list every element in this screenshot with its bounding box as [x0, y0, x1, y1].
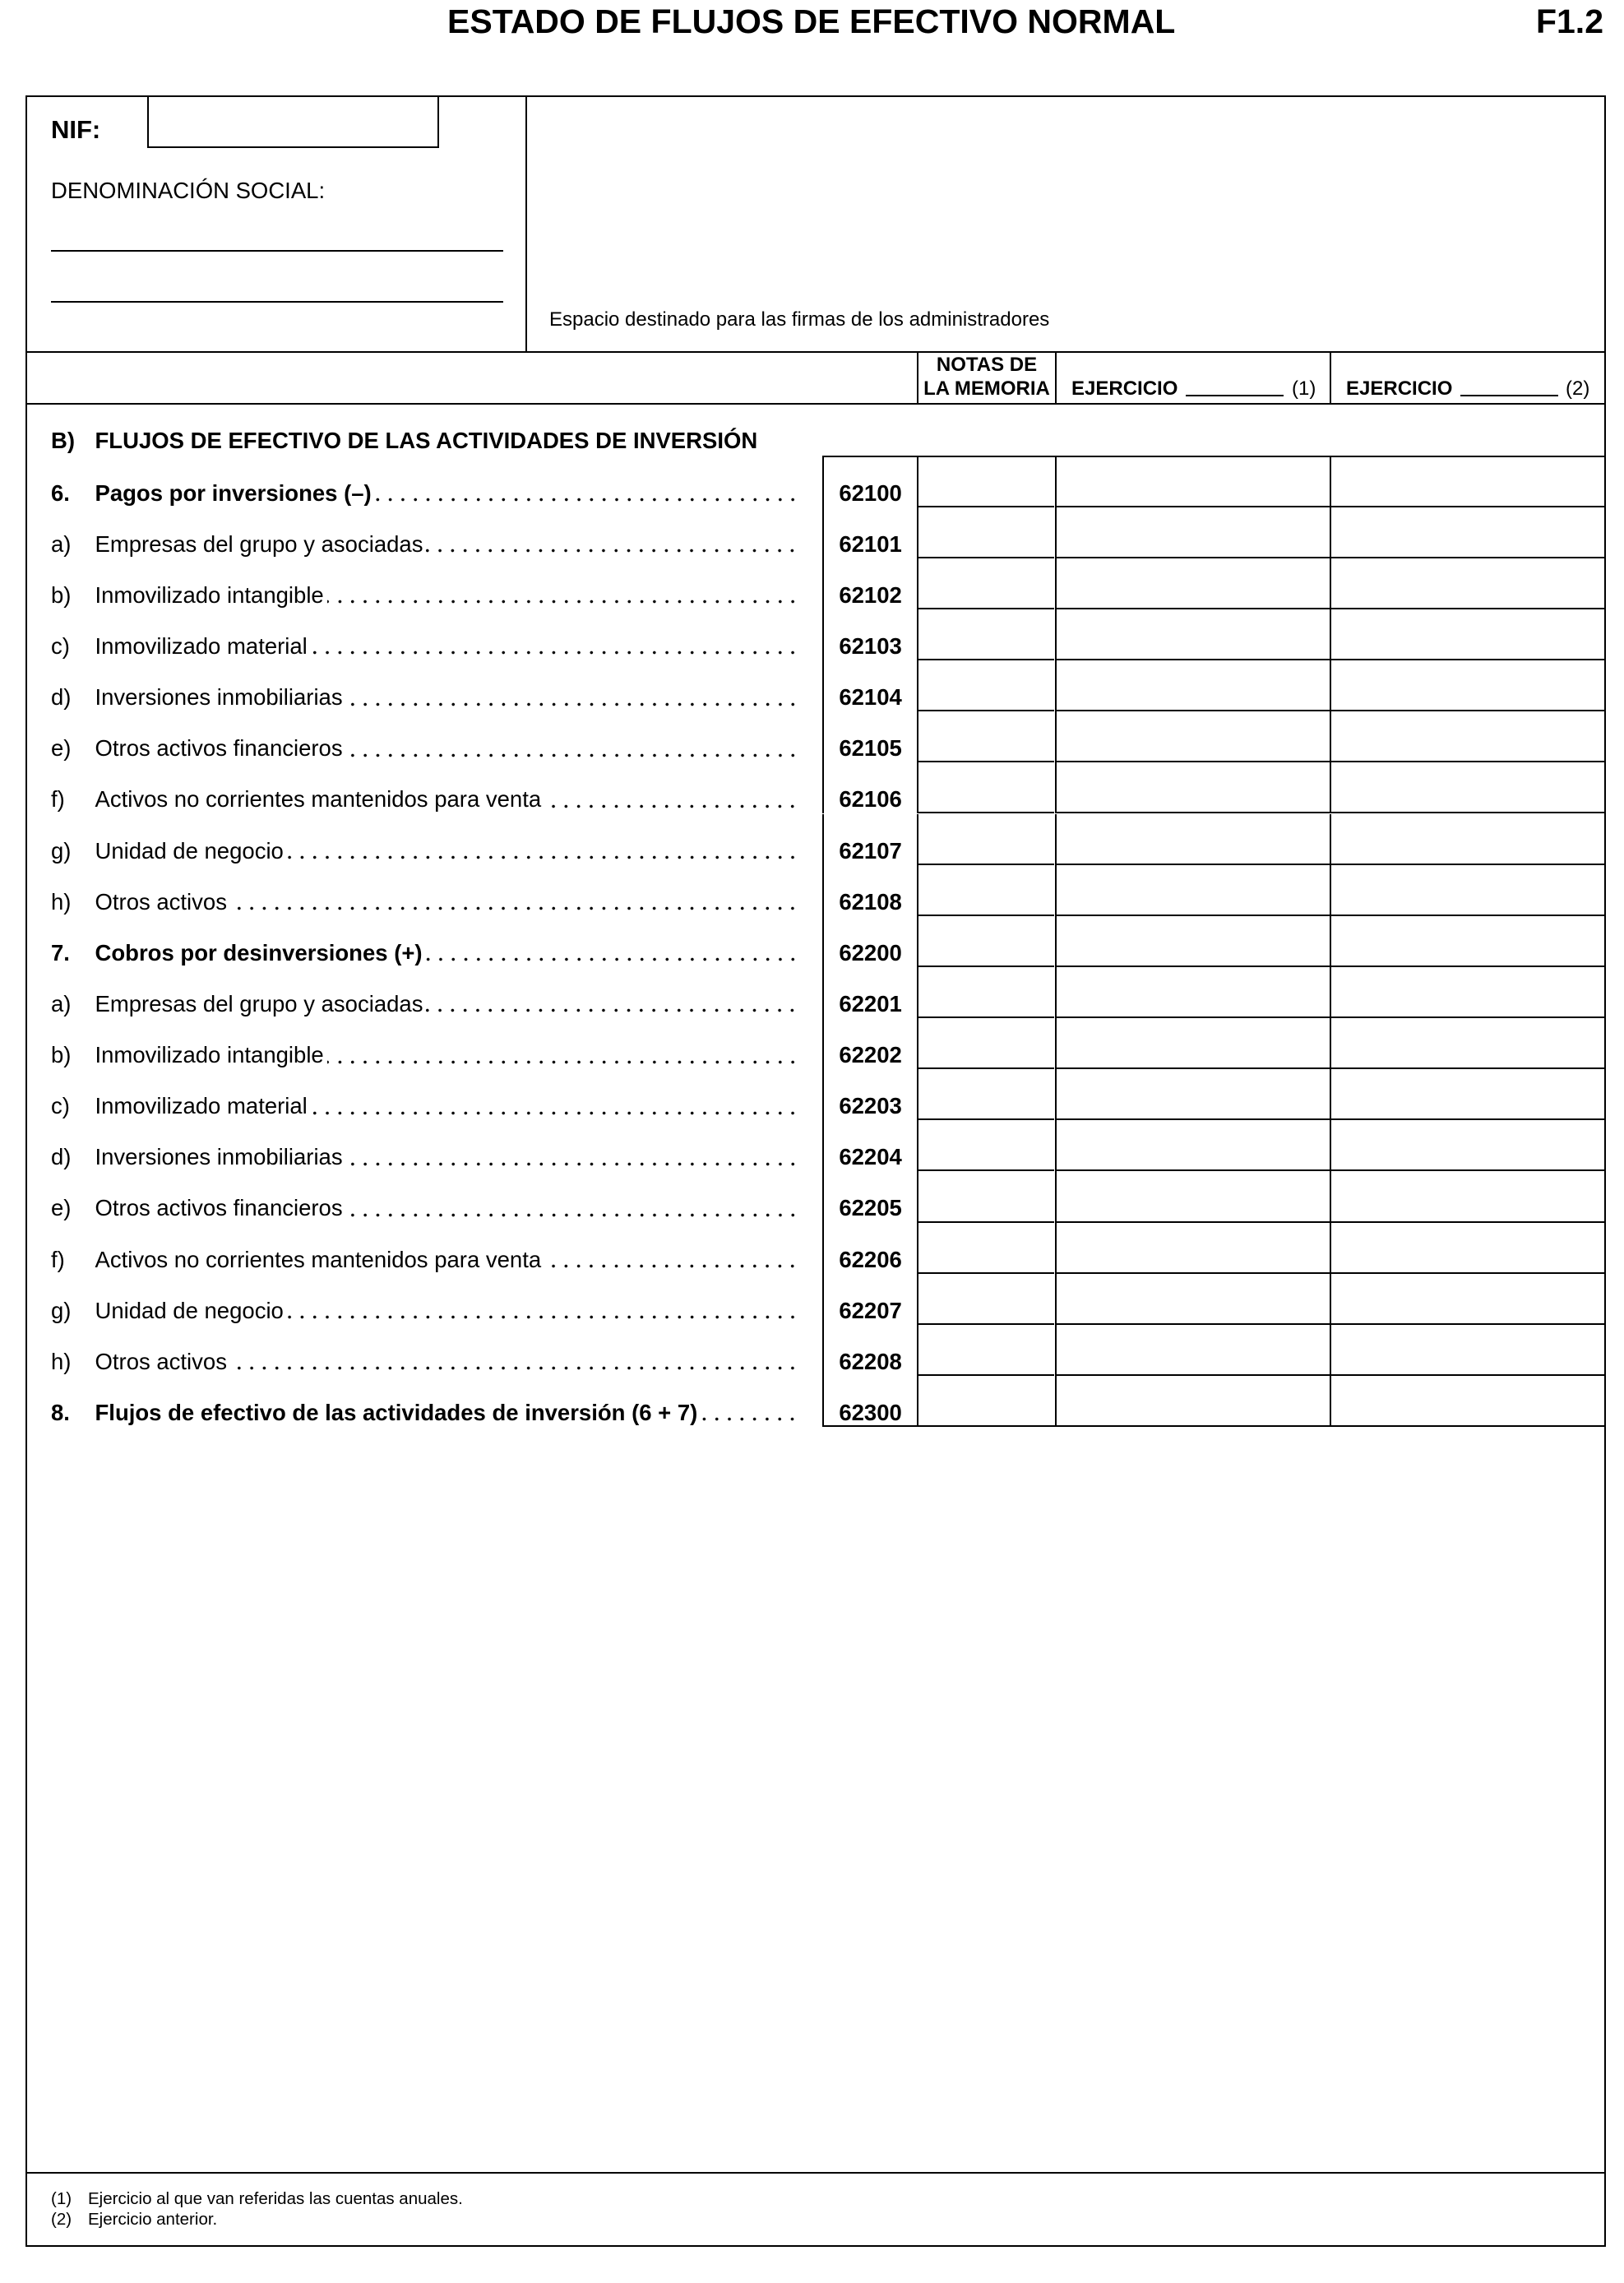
ejercicio-2-cell[interactable] [1330, 1376, 1605, 1427]
table-row [0, 1018, 1624, 1069]
notas-memoria-cell[interactable] [917, 1120, 1054, 1171]
row-label [95, 686, 802, 709]
dot-leader [346, 686, 802, 709]
ejercicio-1-cell[interactable] [1055, 507, 1330, 558]
row-code: 62203 [822, 1069, 918, 1120]
notas-memoria-cell[interactable] [917, 1069, 1054, 1120]
row-number: g) [51, 837, 72, 864]
notas-memoria-cell[interactable] [917, 660, 1054, 711]
section-title: FLUJOS DE EFECTIVO DE LAS ACTIVIDADES DE INVERSIÓN [95, 427, 758, 453]
table-row [0, 916, 1624, 967]
notas-memoria-cell[interactable] [917, 814, 1054, 865]
ejercicio-1-cell[interactable] [1055, 1018, 1330, 1069]
row-label [95, 737, 802, 760]
row-code: 62105 [822, 711, 918, 762]
ejercicio-1-cell[interactable] [1055, 1376, 1330, 1427]
ejercicio-2-cell[interactable] [1330, 1274, 1605, 1325]
ejercicio-2-cell[interactable] [1330, 762, 1605, 813]
notas-memoria-cell[interactable] [917, 507, 1054, 558]
row-number: b) [51, 1042, 72, 1068]
row-number: a) [51, 530, 72, 557]
ejercicio-2-cell[interactable] [1330, 1018, 1605, 1069]
dot-leader [346, 1197, 802, 1220]
row-label [95, 632, 802, 659]
row-label-text: Flujos de efectivo de las actividades de inversión (6 + 7) [95, 1399, 698, 1425]
row-label-text: Inmovilizado material [95, 632, 308, 659]
footnote-number: (2) [51, 2210, 72, 2230]
ejercicio-2-cell[interactable] [1330, 865, 1605, 916]
ejercicio-1-year-field[interactable] [1186, 375, 1284, 396]
row-label [95, 1095, 802, 1118]
row-code: 62104 [822, 660, 918, 711]
row-label-text: Unidad de negocio [95, 1297, 284, 1323]
row-label [95, 581, 802, 608]
table-row [0, 507, 1624, 558]
notas-memoria-cell[interactable] [917, 456, 1054, 507]
column-header-notas-line-1: NOTAS DE [936, 354, 1038, 377]
row-number: e) [51, 1195, 72, 1221]
notas-memoria-cell[interactable] [917, 1171, 1054, 1222]
row-code: 62106 [822, 762, 918, 813]
notas-memoria-cell[interactable] [917, 865, 1054, 916]
row-number: h) [51, 888, 72, 915]
row-label-text: Activos no corrientes mantenidos para venta [95, 786, 542, 813]
ejercicio-2-cell[interactable] [1330, 916, 1605, 967]
row-label-text: Otros activos [95, 1348, 227, 1374]
row-label-text: Otros activos [95, 888, 227, 915]
notas-memoria-cell[interactable] [917, 967, 1054, 1018]
ejercicio-1-note: (1) [1292, 377, 1316, 400]
notas-memoria-cell[interactable] [917, 916, 1054, 967]
column-header-notas [918, 354, 1055, 401]
signature-note: Espacio destinado para las firmas de los administradores [549, 308, 1050, 331]
row-number: d) [51, 1144, 72, 1170]
ejercicio-1-cell[interactable] [1055, 711, 1330, 762]
row-number: 8. [51, 1399, 70, 1425]
table-row [0, 1120, 1624, 1171]
row-label [95, 1350, 802, 1373]
row-label-text: Cobros por desinversiones (+) [95, 939, 423, 966]
form-code: F1.2 [1535, 2, 1603, 40]
table-row [0, 1223, 1624, 1274]
dot-leader [311, 635, 802, 658]
row-number: f) [51, 786, 65, 813]
row-label [95, 888, 802, 915]
row-code: 62108 [822, 865, 918, 916]
dot-leader [426, 942, 802, 965]
ejercicio-1-cell[interactable] [1055, 558, 1330, 609]
notas-memoria-cell[interactable] [917, 711, 1054, 762]
column-header-ejercicio-2: EJERCICIO [1346, 377, 1453, 400]
row-code: 62103 [822, 609, 918, 660]
notas-memoria-cell[interactable] [917, 558, 1054, 609]
notas-memoria-cell[interactable] [917, 609, 1054, 660]
footer-divider [25, 2172, 1606, 2174]
dot-leader [375, 482, 802, 505]
ejercicio-2-cell[interactable] [1330, 967, 1605, 1018]
ejercicio-2-cell[interactable] [1330, 814, 1605, 865]
row-label-text: Inmovilizado intangible [95, 581, 324, 608]
column-header-notas-line-2: LA MEMORIA [923, 377, 1050, 400]
notas-memoria-cell[interactable] [917, 1223, 1054, 1274]
row-label [95, 1146, 802, 1169]
dot-leader [311, 1095, 802, 1118]
table-row [0, 1274, 1624, 1325]
dot-leader [287, 1299, 802, 1322]
row-label [95, 479, 802, 506]
table-row [0, 967, 1624, 1018]
row-number: h) [51, 1348, 72, 1374]
table-row [0, 1069, 1624, 1120]
nif-field[interactable] [147, 95, 439, 148]
row-label-text: Unidad de negocio [95, 837, 284, 864]
ejercicio-1-cell[interactable] [1055, 456, 1330, 507]
row-label [95, 1197, 802, 1220]
row-label-text: Inversiones inmobiliarias [95, 684, 343, 711]
row-code: 62207 [822, 1274, 918, 1325]
table-row [0, 814, 1624, 865]
row-code: 62102 [822, 558, 918, 609]
row-number: c) [51, 632, 70, 659]
row-label-text: Empresas del grupo y asociadas [95, 530, 423, 557]
table-row [0, 762, 1624, 813]
row-number: f) [51, 1246, 65, 1272]
dot-leader [426, 533, 801, 556]
dot-leader [327, 1044, 802, 1067]
notas-memoria-cell[interactable] [917, 762, 1054, 813]
dot-leader [230, 1350, 802, 1373]
table-row [0, 1376, 1624, 1427]
row-label [95, 1044, 802, 1067]
divider [1330, 352, 1331, 404]
table-row [0, 609, 1624, 660]
dot-leader [544, 788, 801, 811]
divider [25, 403, 1606, 405]
nif-label: NIF: [51, 115, 101, 144]
row-number: e) [51, 735, 72, 762]
row-code: 62204 [822, 1120, 918, 1171]
ejercicio-1-cell[interactable] [1055, 609, 1330, 660]
notas-memoria-cell[interactable] [917, 1018, 1054, 1069]
row-label-text: Pagos por inversiones (–) [95, 479, 372, 506]
section-letter: B) [51, 427, 76, 453]
cash-flow-table [0, 456, 1624, 1428]
dot-leader [230, 891, 802, 914]
row-label [95, 1299, 802, 1322]
denominacion-social-line-1[interactable] [51, 225, 503, 252]
row-number: b) [51, 581, 72, 608]
ejercicio-2-cell[interactable] [1330, 711, 1605, 762]
table-row [0, 865, 1624, 916]
ejercicio-1-cell[interactable] [1055, 967, 1330, 1018]
table-row [0, 558, 1624, 609]
row-code: 62300 [822, 1376, 918, 1427]
row-label-text: Otros activos financieros [95, 735, 343, 762]
table-row [0, 1171, 1624, 1222]
ejercicio-1-cell[interactable] [1055, 660, 1330, 711]
row-code: 62206 [822, 1223, 918, 1274]
ejercicio-1-cell[interactable] [1055, 762, 1330, 813]
row-number: a) [51, 990, 72, 1016]
dot-leader [287, 840, 802, 863]
footnote-number: (1) [51, 2189, 72, 2209]
ejercicio-2-cell[interactable] [1330, 660, 1605, 711]
row-code: 62107 [822, 814, 918, 865]
ejercicio-1-cell[interactable] [1055, 1069, 1330, 1120]
dot-leader [426, 993, 801, 1016]
row-code: 62101 [822, 507, 918, 558]
row-label [95, 939, 802, 966]
ejercicio-1-cell[interactable] [1055, 814, 1330, 865]
ejercicio-2-cell[interactable] [1330, 1223, 1605, 1274]
ejercicio-1-cell[interactable] [1055, 1274, 1330, 1325]
dot-leader [327, 584, 802, 607]
ejercicio-2-cell[interactable] [1330, 507, 1605, 558]
row-code: 62201 [822, 967, 918, 1018]
ejercicio-2-cell[interactable] [1330, 1171, 1605, 1222]
row-code: 62208 [822, 1325, 918, 1376]
footnote-text: Ejercicio anterior. [88, 2210, 218, 2230]
notas-memoria-cell[interactable] [917, 1376, 1054, 1427]
row-label [95, 1401, 802, 1424]
ejercicio-2-cell[interactable] [1330, 558, 1605, 609]
table-row [0, 456, 1624, 507]
row-label [95, 837, 802, 864]
denominacion-social-line-2[interactable] [51, 276, 503, 303]
row-label-text: Otros activos financieros [95, 1195, 343, 1221]
ejercicio-2-year-field[interactable] [1460, 375, 1558, 396]
row-code: 62205 [822, 1171, 918, 1222]
row-label [95, 788, 802, 811]
dot-leader [701, 1401, 801, 1424]
dot-leader [346, 1146, 802, 1169]
column-header-ejercicio-1: EJERCICIO [1071, 377, 1178, 400]
row-label-text: Inmovilizado material [95, 1093, 308, 1119]
page-title: ESTADO DE FLUJOS DE EFECTIVO NORMAL [447, 2, 1176, 40]
row-number: g) [51, 1297, 72, 1323]
row-number: c) [51, 1093, 70, 1119]
ejercicio-1-cell[interactable] [1055, 1223, 1330, 1274]
row-label [95, 1248, 802, 1271]
dot-leader [544, 1248, 801, 1271]
ejercicio-2-cell[interactable] [1330, 609, 1605, 660]
row-label-text: Inversiones inmobiliarias [95, 1144, 343, 1170]
table-row [0, 660, 1624, 711]
table-row [0, 711, 1624, 762]
ejercicio-1-cell[interactable] [1055, 865, 1330, 916]
row-label [95, 990, 802, 1016]
ejercicio-1-cell[interactable] [1055, 1171, 1330, 1222]
ejercicio-2-cell[interactable] [1330, 1069, 1605, 1120]
table-row [0, 1325, 1624, 1376]
ejercicio-1-cell[interactable] [1055, 1120, 1330, 1171]
row-label-text: Activos no corrientes mantenidos para venta [95, 1246, 542, 1272]
notas-memoria-cell[interactable] [917, 1274, 1054, 1325]
row-number: d) [51, 684, 72, 711]
footnote-text: Ejercicio al que van referidas las cuentas anuales. [88, 2189, 463, 2209]
row-code: 62202 [822, 1018, 918, 1069]
ejercicio-2-cell[interactable] [1330, 1325, 1605, 1376]
divider [25, 351, 1606, 353]
dot-leader [346, 737, 802, 760]
row-code: 62100 [822, 456, 918, 507]
notas-memoria-cell[interactable] [917, 1325, 1054, 1376]
ejercicio-2-cell[interactable] [1330, 456, 1605, 507]
row-label [95, 530, 802, 557]
ejercicio-1-cell[interactable] [1055, 1325, 1330, 1376]
row-label-text: Inmovilizado intangible [95, 1042, 324, 1068]
ejercicio-2-cell[interactable] [1330, 1120, 1605, 1171]
ejercicio-1-cell[interactable] [1055, 916, 1330, 967]
denominacion-social-label: DENOMINACIÓN SOCIAL: [51, 177, 326, 203]
row-number: 7. [51, 939, 70, 966]
ejercicio-2-note: (2) [1566, 377, 1590, 400]
row-label-text: Empresas del grupo y asociadas [95, 990, 423, 1016]
row-number: 6. [51, 479, 70, 506]
row-code: 62200 [822, 916, 918, 967]
